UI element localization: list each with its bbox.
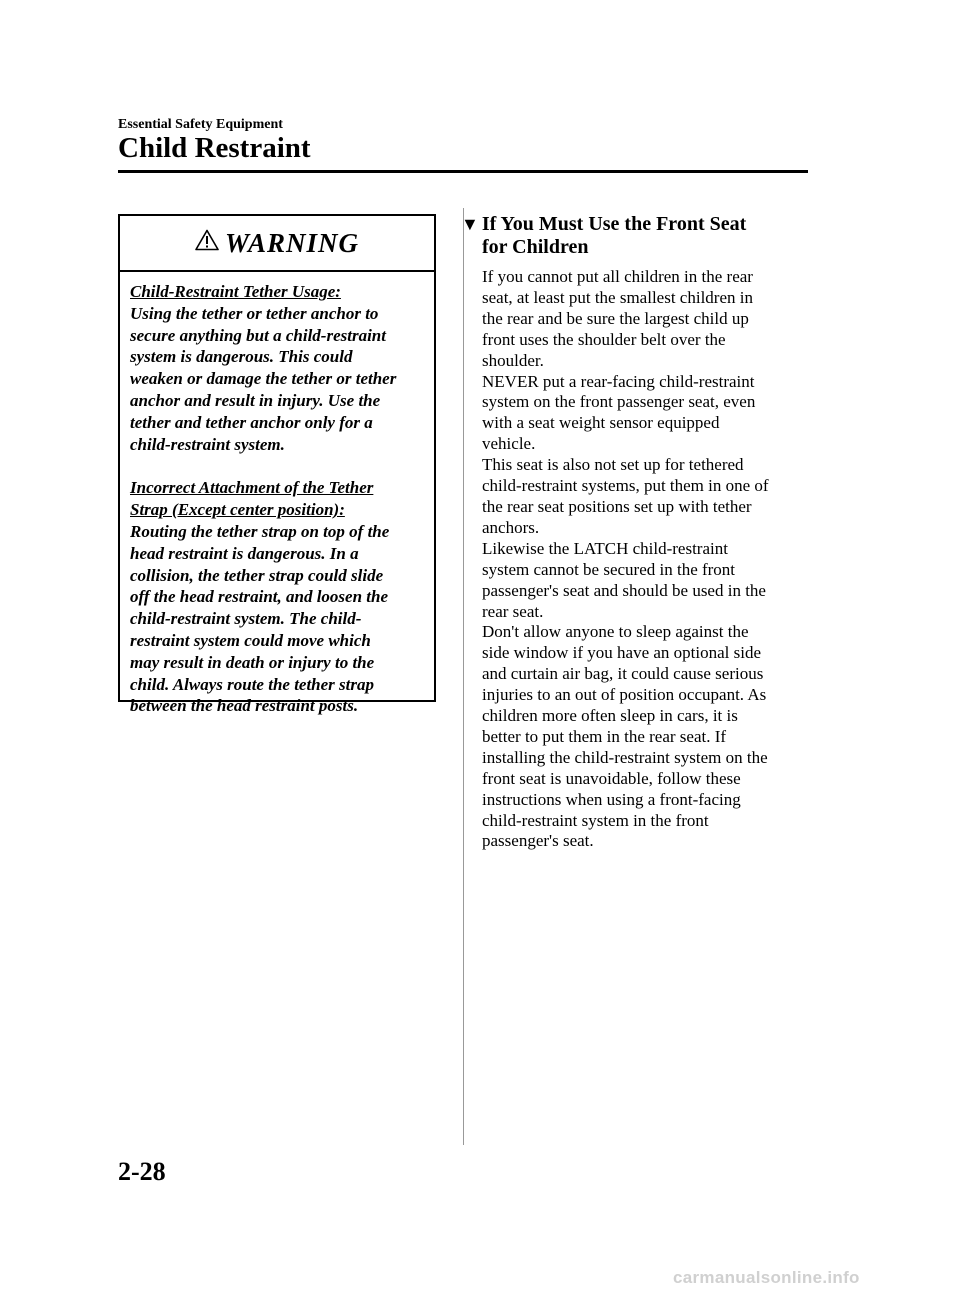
warning-line: between the head restraint posts. xyxy=(130,696,359,716)
body-line: system on the front passenger seat, even xyxy=(482,392,756,412)
warning-box xyxy=(118,214,436,716)
body-line: the rear and be sure the largest child up xyxy=(482,308,749,328)
body-line: NEVER put a rear-facing child-restraint xyxy=(482,371,755,391)
warning-title: WARNING xyxy=(224,227,360,258)
warning-line: weaken or damage the tether or tether xyxy=(130,369,397,389)
body-line: side window if you have an optional side xyxy=(482,643,762,663)
warning-line: may result in death or injury to the xyxy=(130,652,375,672)
body-line: If you cannot put all children in the rear xyxy=(482,267,753,286)
warning-line: Routing the tether strap on top of the xyxy=(130,521,390,541)
body-line: system cannot be secured in the front xyxy=(482,559,736,579)
warning-line: collision, the tether strap could slide xyxy=(130,565,384,585)
body-line: with a seat weight sensor equipped xyxy=(482,413,720,433)
watermark-text: carmanualsonline.info xyxy=(673,1268,860,1287)
warning-line: child-restraint system. The child- xyxy=(130,609,362,629)
warning-line: Using the tether or tether anchor to xyxy=(130,303,379,323)
column-divider xyxy=(463,208,464,1145)
warning-line: secure anything but a child-restraint xyxy=(130,325,386,345)
warning-subheading: Child-Restraint Tether Usage: xyxy=(130,282,341,301)
body-line: installing the child-restraint system on the xyxy=(482,747,768,767)
warning-line: child-restraint system. xyxy=(130,434,285,454)
body-line: and curtain air bag, it could cause serious xyxy=(482,664,764,684)
body-line: This seat is also not set up for tethered xyxy=(482,455,744,475)
body-line: better to put them in the rear seat. If xyxy=(482,726,727,746)
warning-line: off the head restraint, and loosen the xyxy=(130,587,389,607)
warning-subheading: Incorrect Attachment of the Tether xyxy=(130,478,374,498)
body-line: the rear seat positions set up with tether xyxy=(482,496,752,516)
body-line: front uses the shoulder belt over the xyxy=(482,329,726,349)
page-title: Child Restraint xyxy=(118,132,311,164)
warning-line: system is dangerous. This could xyxy=(130,347,353,367)
warning-line: child. Always route the tether strap xyxy=(130,674,375,694)
page-number: 2-28 xyxy=(118,1157,166,1186)
warning-subheading: Strap (Except center position): xyxy=(130,500,345,520)
warning-body xyxy=(120,272,434,717)
body-line: children more often sleep in cars, it is xyxy=(482,706,738,726)
section-label: Essential Safety Equipment xyxy=(118,117,283,132)
body-line: instructions when using a front-facing xyxy=(482,789,741,809)
body-line: child-restraint systems, put them in one of xyxy=(482,476,769,496)
body-text xyxy=(482,267,812,852)
body-line: passenger's seat and should be used in the xyxy=(482,580,766,600)
warning-header xyxy=(120,216,434,272)
body-line: seat, at least put the smallest children in xyxy=(482,287,753,307)
warning-line: head restraint is dangerous. In a xyxy=(130,543,359,563)
body-line: passenger's seat. xyxy=(482,831,594,851)
warning-line: tether and tether anchor only for a xyxy=(130,412,373,432)
body-line: child-restraint system in the front xyxy=(482,810,709,830)
body-line: rear seat. xyxy=(482,601,544,621)
body-line: anchors. xyxy=(482,517,540,537)
warning-triangle-icon xyxy=(195,229,219,251)
section-heading xyxy=(461,213,746,259)
section-heading-line1: If You Must Use the Front Seat xyxy=(481,213,747,235)
paragraph-gap xyxy=(130,455,424,477)
triangle-marker-icon: ▼ xyxy=(461,214,479,234)
body-line: front seat is unavoidable, follow these xyxy=(482,768,741,788)
title-rule xyxy=(118,170,808,173)
section-heading-line2: for Children xyxy=(482,236,589,258)
body-line: shoulder. xyxy=(482,350,544,370)
body-line: Likewise the LATCH child-restraint xyxy=(482,538,728,558)
body-line: injuries to an out of position occupant. As xyxy=(482,685,767,705)
warning-line: anchor and result in injury. Use the xyxy=(130,390,381,410)
body-line: vehicle. xyxy=(482,434,536,454)
body-line: Don't allow anyone to sleep against the xyxy=(482,622,749,642)
warning-line: restraint system could move which xyxy=(130,630,371,650)
